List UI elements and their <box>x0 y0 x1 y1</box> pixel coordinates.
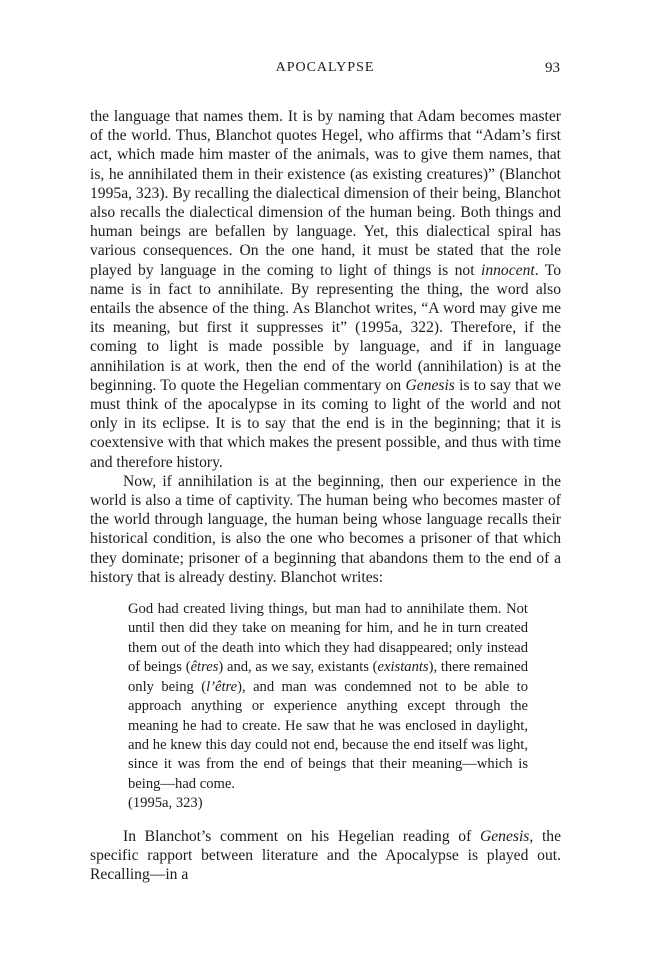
quote-term-existants: existants <box>377 659 429 676</box>
running-head <box>0 60 650 82</box>
body-text <box>90 107 561 884</box>
quote-text-b: ) and, as we say, existants ( <box>218 659 378 676</box>
paragraph-1-text-c: is to say that we must think of the apocalypse in its coming to light of the world and not only in its eclipse. It is to say that the end is in the beginning; that it is coextensive with that which makes the present possible, and thus with time and therefore history. <box>90 376 561 471</box>
paragraph-2: Now, if annihilation is at the beginning, then our experience in the world is also a time of captivity. The human being who becomes master of the world through language, the human being whose language recalls their historical condition, is also the one who becomes a prisoner of that which they dominate; prisoner of a beginning that abandons them to the end of a history that is already destiny. Blanchot writes: <box>90 472 561 586</box>
paragraph-1-text-b: . To name is in fact to annihilate. By representing the thing, the word also entails the absence of the thing. As Blanchot writes, “A word may give me its meaning, but first it suppresses it” (1995a, 322). Therefore, if the coming to light is made possible by language, and if in language annihilation is at work, then the end of the world (annihilation) is at the beginning. To quote the Hegelian commentary on <box>90 261 562 394</box>
quote-term-etres: êtres <box>190 659 219 676</box>
running-title: APOCALYPSE <box>275 60 375 75</box>
paragraph-3-text-a: In Blanchot’s comment on his Hegelian reading of <box>123 827 480 845</box>
paragraph-3 <box>90 827 561 885</box>
emphasis-innocent: innocent <box>481 261 535 279</box>
quote-text-c: ), there remained only being ( <box>128 659 529 695</box>
paragraph-3-text-b: , the specific rapport between literature and the Apocalypse is played out. Recalling—in a <box>90 827 561 883</box>
quote-text-d: ), and man was condemned not to be able to approach anything or experience anything except through the meaning he had to create. He saw that he was enclosed in daylight, and he knew this day could not end, because the end itself was light, since it was from the end of beings that their meaning—which is being—had come. <box>128 678 529 792</box>
quote-citation: (1995a, 323) <box>128 795 203 812</box>
page-number: 93 <box>545 60 560 76</box>
quote-term-letre: l’être <box>206 678 238 695</box>
paragraph-1-text-a: the language that names them. It is by naming that Adam becomes master of the world. Thus, Blanchot quotes Hegel, who affirms that “Adam’s first act, which made him master of the animals, was to give them names, that is, he annihilated them in their existence (as existing creatures)” (Blanchot 1995a, 323). By recalling the dialectical dimension of their being, Blanchot also recalls the dialectical dimension of the human being. Both things and human beings are befallen by language. Yet, this dialectical spiral has various consequences. On the one hand, it must be stated that the role played by language in the coming to light of things is not <box>90 108 561 279</box>
quote-text-a: God had created living things, but man had to annihilate them. Not until then did they take on meaning for him, and he in turn created them out of the death into which they had disappeared; only instead of beings ( <box>128 601 528 676</box>
title-genesis: Genesis <box>405 376 455 394</box>
block-quote <box>128 600 528 813</box>
title-genesis-2: Genesis <box>479 827 530 845</box>
paragraph-1 <box>90 107 561 472</box>
